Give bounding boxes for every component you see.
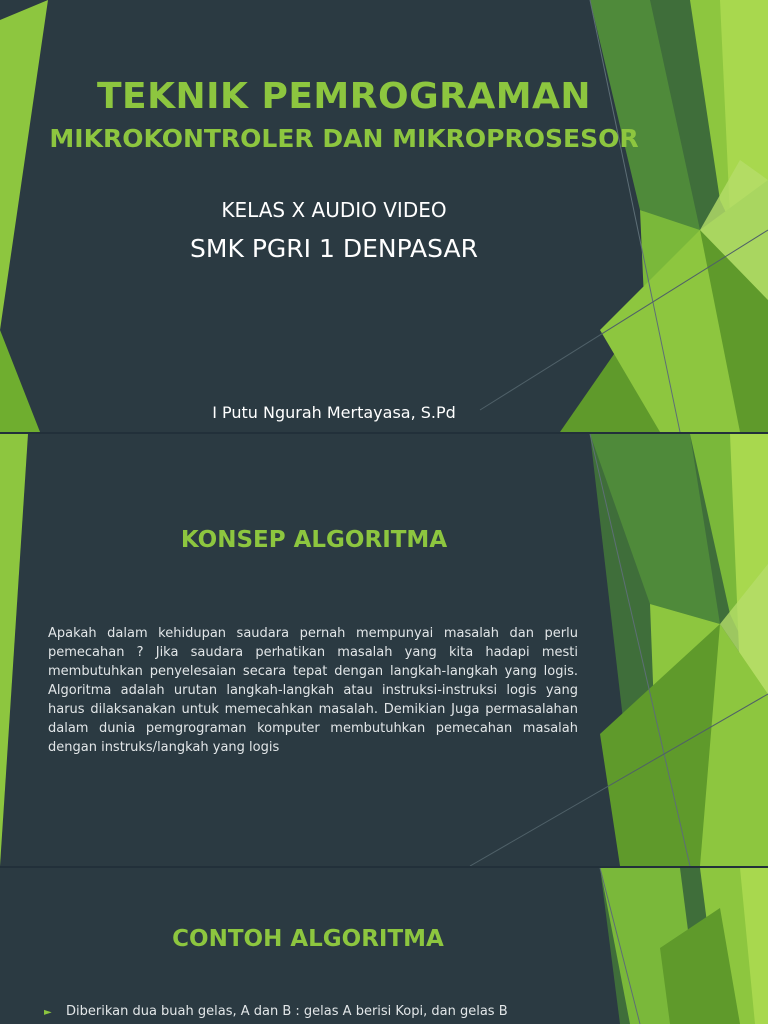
class-label: KELAS X AUDIO VIDEO — [221, 198, 447, 222]
page-subtitle: MIKROKONTROLER DAN MIKROPROSESOR — [49, 124, 639, 153]
list-item — [44, 1004, 604, 1019]
author-name: I Putu Ngurah Mertayasa, S.Pd — [212, 403, 456, 422]
slide-title — [0, 0, 768, 432]
section-heading-contoh: CONTOH ALGORITMA — [172, 926, 444, 952]
bullet-arrow-icon: ► — [44, 1007, 52, 1018]
school-name: SMK PGRI 1 DENPASAR — [190, 234, 478, 263]
section-heading-konsep: KONSEP ALGORITMA — [180, 527, 448, 553]
bullet-text: Diberikan dua buah gelas, A dan B : gelas A berisi Kopi, dan gelas B — [66, 1004, 508, 1019]
konsep-paragraph: Apakah dalam kehidupan saudara pernah mempunyai masalah dan perlu pemecahan ? Jika saudara perhatikan masalah yang kita hadapi mesti membutuhkan penyelesaian secara tepat dengan langkah-langkah yang logis. Algoritma adalah urutan langkah-langkah atau instruksi-instruksi logis yang harus dilaksanakan untuk memecahkan masalah. Demikian Juga permasalahan dalam dunia pemgrograman komputer membutuhkan pemecahan masalah dengan instruks/langkah yang logis — [48, 626, 578, 755]
page-title: TEKNIK PEMROGRAMAN — [96, 76, 592, 117]
